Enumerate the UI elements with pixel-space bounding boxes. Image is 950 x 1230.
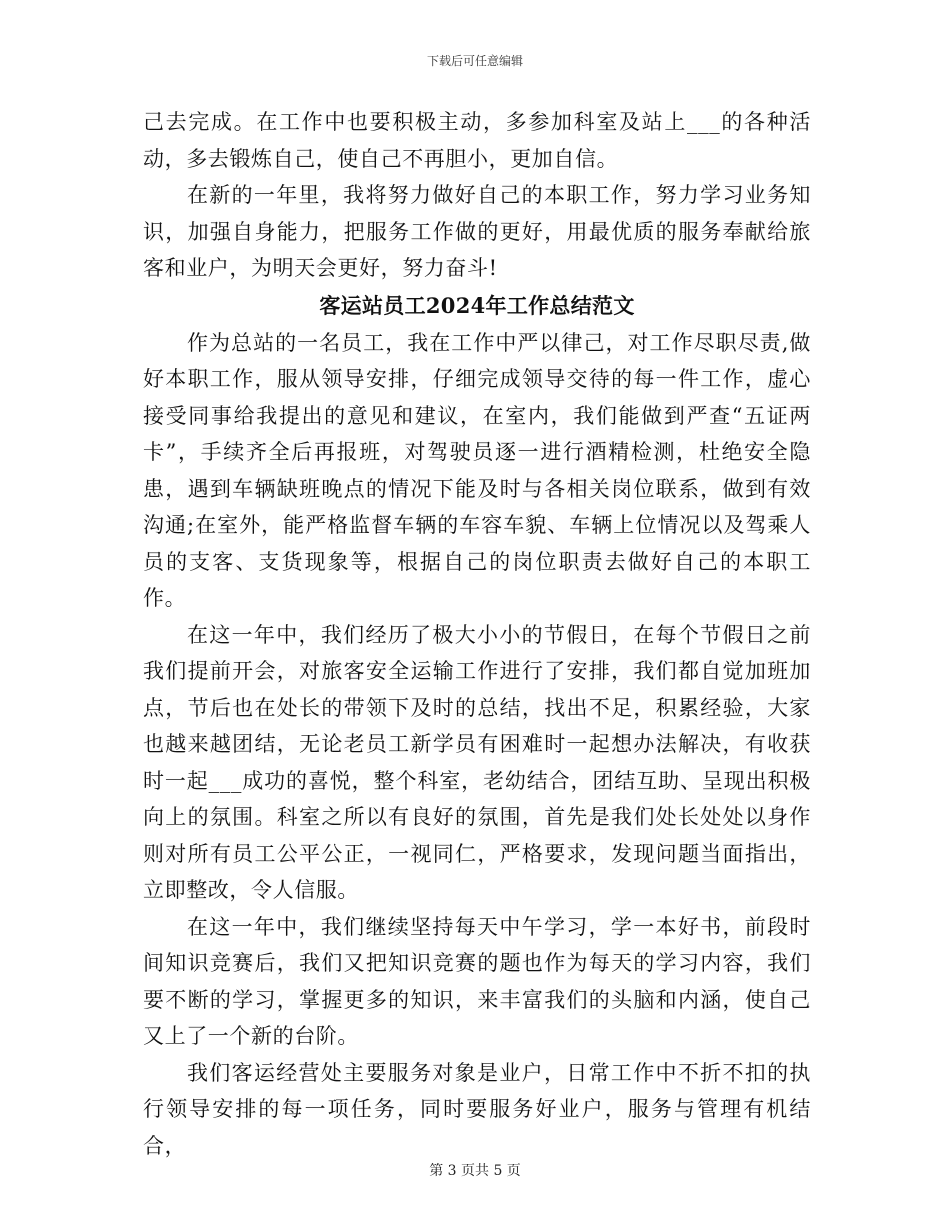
paragraph-continued: 己去完成。在工作中也要积极主动，多参加科室及站上___的各种活动，多去锻炼自己，使自己不再胆小，更加自信。 <box>143 110 811 171</box>
paragraph-new-year: 在新的一年里，我将努力做好自己的本职工作，努力学习业务知识，加强自身能力，把服务工作做的更好，用最优质的服务奉献给旅客和业户，为明天会更好，努力奋斗! <box>143 183 811 280</box>
document-title: 客运站员工2024年工作总结范文 <box>319 292 635 318</box>
paragraph-duties: 作为总站的一名员工，我在工作中严以律己，对工作尽职尽责,做好本职工作，服从领导安排，仔细完成领导交待的每一件工作，虚心接受同事给我提出的意见和建议，在室内，我们能做到严查“五证两卡”，手续齐全后再报班，对驾驶员逐一进行酒精检测，杜绝安全隐患，遇到车辆缺班晚点的情况下能及时与各相关岗位联系，做到有效沟通;在室外，能严格监督车辆的车容车貌、车辆上位情况以及驾乘人员的支客、支货现象等，根据自己的岗位职责去做好自己的本职工作。 <box>143 330 811 610</box>
page-number: 第 3 页共 5 页 <box>429 1163 521 1179</box>
paragraph-holidays: 在这一年中，我们经历了极大小小的节假日，在每个节假日之前我们提前开会，对旅客安全运输工作进行了安排，我们都自觉加班加点，节后也在处长的带领下及时的总结，找出不足，积累经验，大家也越来越团结，无论老员工新学员有困难时一起想办法解决，有收获时一起___成功的喜悦，整个科室，老幼结合，团结互助、呈现出积极向上的氛围。科室之所以有良好的氛围，首先是我们处长处处以身作则对所有员工公平公正，一视同仁，严格要求，发现问题当面指出，立即整改，令人信服。 <box>143 622 811 902</box>
document-body <box>143 104 811 1164</box>
page-header-note: 下载后可任意编辑 <box>426 54 523 68</box>
paragraph-service: 我们客运经营处主要服务对象是业户，日常工作中不折不扣的执行领导安排的每一项任务，同时要服务好业户，服务与管理有机结合， <box>143 1060 811 1158</box>
paragraph-study: 在这一年中，我们继续坚持每天中午学习，学一本好书，前段时间知识竞赛后，我们又把知识竞赛的题也作为每天的学习内容，我们要不断的学习，掌握更多的知识，来丰富我们的头脑和内涵，使自己又上了一个新的台阶。 <box>143 914 811 1048</box>
